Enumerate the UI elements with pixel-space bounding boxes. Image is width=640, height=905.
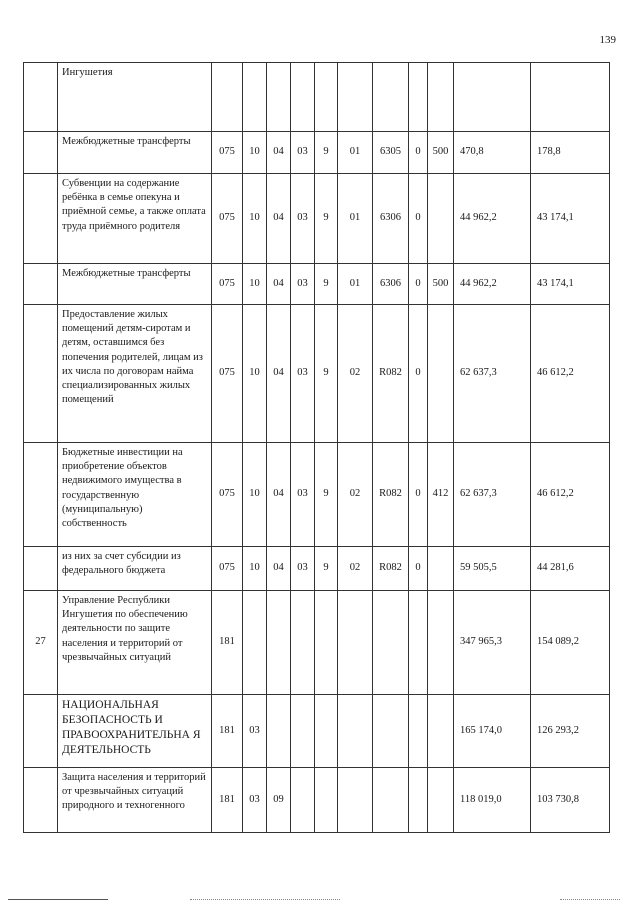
- code-event: [338, 695, 373, 768]
- code-expense-type: [428, 547, 454, 591]
- code-event: [338, 591, 373, 695]
- code-subsection: 09: [267, 768, 291, 833]
- code-subprogram: 9: [315, 264, 338, 305]
- code-subprogram: [315, 768, 338, 833]
- row-name: Управление Республики Ингушетия по обеспечению деятельности по защите населения и территорий от чрезвычайных ситуаций: [58, 591, 212, 695]
- amount-executed: 154 089,2: [531, 591, 610, 695]
- code-program: [291, 63, 315, 132]
- code-direction: 6306: [373, 174, 409, 264]
- code-ministry: 075: [212, 547, 243, 591]
- scan-edge-dash: [560, 899, 620, 900]
- amount-executed: 44 281,6: [531, 547, 610, 591]
- code-subsection: 04: [267, 305, 291, 443]
- row-number: [24, 63, 58, 132]
- code-ministry: [212, 63, 243, 132]
- code-section: [243, 63, 267, 132]
- code-sub: [409, 768, 428, 833]
- code-sub: 0: [409, 443, 428, 547]
- row-number: 27: [24, 591, 58, 695]
- code-expense-type: [428, 695, 454, 768]
- code-event: 01: [338, 174, 373, 264]
- amount-planned: 165 174,0: [454, 695, 531, 768]
- amount-planned: 44 962,2: [454, 174, 531, 264]
- table-row: [24, 591, 610, 695]
- code-event: 02: [338, 443, 373, 547]
- row-name: Субвенции на содержание ребёнка в семье опекуна и приёмной семье, а также оплата труда приёмного родителя: [58, 174, 212, 264]
- code-sub: 0: [409, 132, 428, 174]
- code-expense-type: 500: [428, 132, 454, 174]
- table-row: [24, 305, 610, 443]
- row-name: Ингушетия: [58, 63, 212, 132]
- code-direction: 6306: [373, 264, 409, 305]
- amount-executed: 43 174,1: [531, 174, 610, 264]
- code-subsection: 04: [267, 547, 291, 591]
- code-direction: R082: [373, 305, 409, 443]
- code-program: [291, 591, 315, 695]
- amount-executed: 43 174,1: [531, 264, 610, 305]
- code-ministry: 075: [212, 443, 243, 547]
- row-name: Межбюджетные трансферты: [58, 264, 212, 305]
- code-ministry: 075: [212, 264, 243, 305]
- row-name: Бюджетные инвестиции на приобретение объектов недвижимого имущества в государственную (муниципальную) собственность: [58, 443, 212, 547]
- row-number: [24, 132, 58, 174]
- table-row: [24, 695, 610, 768]
- code-section: 10: [243, 305, 267, 443]
- code-ministry: 075: [212, 174, 243, 264]
- code-subsection: [267, 695, 291, 768]
- row-number: [24, 264, 58, 305]
- code-section: 10: [243, 443, 267, 547]
- code-expense-type: [428, 768, 454, 833]
- code-program: 03: [291, 443, 315, 547]
- code-subprogram: [315, 695, 338, 768]
- code-ministry: 181: [212, 768, 243, 833]
- amount-executed: 46 612,2: [531, 443, 610, 547]
- code-subprogram: 9: [315, 547, 338, 591]
- code-section: [243, 591, 267, 695]
- row-number: [24, 443, 58, 547]
- amount-executed: 46 612,2: [531, 305, 610, 443]
- code-direction: 6305: [373, 132, 409, 174]
- amount-planned: 347 965,3: [454, 591, 531, 695]
- code-event: 01: [338, 132, 373, 174]
- code-subsection: 04: [267, 174, 291, 264]
- table-row: [24, 264, 610, 305]
- code-program: 03: [291, 174, 315, 264]
- code-event: [338, 63, 373, 132]
- code-sub: [409, 591, 428, 695]
- page-number: 139: [599, 34, 616, 46]
- amount-executed: 103 730,8: [531, 768, 610, 833]
- code-expense-type: 500: [428, 264, 454, 305]
- code-subprogram: [315, 591, 338, 695]
- code-direction: [373, 63, 409, 132]
- code-direction: [373, 768, 409, 833]
- code-subprogram: 9: [315, 443, 338, 547]
- row-name: НАЦИОНАЛЬНАЯ БЕЗОПАСНОСТЬ И ПРАВООХРАНИТЕЛЬНА Я ДЕЯТЕЛЬНОСТЬ: [58, 695, 212, 768]
- code-sub: 0: [409, 305, 428, 443]
- code-section: 10: [243, 264, 267, 305]
- code-program: 03: [291, 547, 315, 591]
- code-program: 03: [291, 132, 315, 174]
- scan-edge-dash: [190, 899, 340, 900]
- code-expense-type: [428, 305, 454, 443]
- code-expense-type: 412: [428, 443, 454, 547]
- amount-executed: 178,8: [531, 132, 610, 174]
- code-subprogram: [315, 63, 338, 132]
- table-row: [24, 174, 610, 264]
- code-ministry: 181: [212, 591, 243, 695]
- table-row: [24, 132, 610, 174]
- code-expense-type: [428, 63, 454, 132]
- amount-planned: 44 962,2: [454, 264, 531, 305]
- code-ministry: 075: [212, 305, 243, 443]
- code-event: [338, 768, 373, 833]
- code-subprogram: 9: [315, 132, 338, 174]
- table-row: [24, 63, 610, 132]
- table-row: [24, 547, 610, 591]
- code-ministry: 181: [212, 695, 243, 768]
- code-subsection: 04: [267, 264, 291, 305]
- code-section: 10: [243, 547, 267, 591]
- scan-edge-line: [8, 899, 108, 900]
- amount-executed: [531, 63, 610, 132]
- code-direction: R082: [373, 547, 409, 591]
- code-sub: 0: [409, 547, 428, 591]
- code-section: 03: [243, 695, 267, 768]
- amount-planned: 470,8: [454, 132, 531, 174]
- code-program: [291, 768, 315, 833]
- code-sub: [409, 695, 428, 768]
- amount-executed: 126 293,2: [531, 695, 610, 768]
- row-name: Межбюджетные трансферты: [58, 132, 212, 174]
- amount-planned: [454, 63, 531, 132]
- code-direction: [373, 695, 409, 768]
- code-subsection: 04: [267, 443, 291, 547]
- code-sub: 0: [409, 174, 428, 264]
- code-event: 01: [338, 264, 373, 305]
- table-row: [24, 443, 610, 547]
- amount-planned: 118 019,0: [454, 768, 531, 833]
- code-subprogram: 9: [315, 174, 338, 264]
- row-number: [24, 768, 58, 833]
- code-subsection: 04: [267, 132, 291, 174]
- code-expense-type: [428, 174, 454, 264]
- code-expense-type: [428, 591, 454, 695]
- code-event: 02: [338, 547, 373, 591]
- row-number: [24, 547, 58, 591]
- code-subprogram: 9: [315, 305, 338, 443]
- code-direction: [373, 591, 409, 695]
- code-program: 03: [291, 264, 315, 305]
- table-row: [24, 768, 610, 833]
- code-program: 03: [291, 305, 315, 443]
- row-number: [24, 174, 58, 264]
- budget-table: [23, 62, 610, 833]
- row-number: [24, 305, 58, 443]
- code-section: 03: [243, 768, 267, 833]
- code-subsection: [267, 63, 291, 132]
- code-program: [291, 695, 315, 768]
- amount-planned: 59 505,5: [454, 547, 531, 591]
- row-name: Предоставление жилых помещений детям-сиротам и детям, оставшимся без попечения родителей, лицам из их числа по договорам найма специализированных жилых помещений: [58, 305, 212, 443]
- amount-planned: 62 637,3: [454, 305, 531, 443]
- code-direction: R082: [373, 443, 409, 547]
- code-section: 10: [243, 174, 267, 264]
- row-number: [24, 695, 58, 768]
- code-event: 02: [338, 305, 373, 443]
- code-section: 10: [243, 132, 267, 174]
- row-name: Защита населения и территорий от чрезвычайных ситуаций природного и техногенного: [58, 768, 212, 833]
- code-ministry: 075: [212, 132, 243, 174]
- row-name: из них за счет субсидии из федерального бюджета: [58, 547, 212, 591]
- code-subsection: [267, 591, 291, 695]
- amount-planned: 62 637,3: [454, 443, 531, 547]
- code-sub: [409, 63, 428, 132]
- code-sub: 0: [409, 264, 428, 305]
